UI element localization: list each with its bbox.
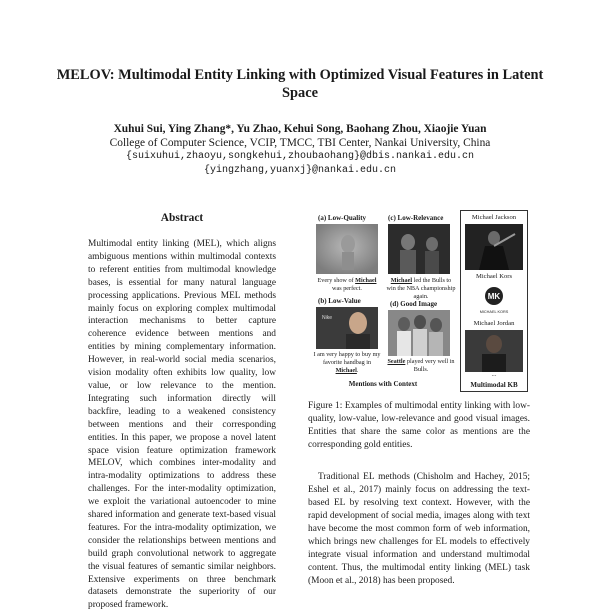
- panel-d-mention: Seattle: [387, 358, 406, 365]
- paper-title: MELOV: Multimodal Entity Linking with Optimized Visual Features in Latent Space: [56, 67, 544, 101]
- panel-a-label: (a) Low-Quality: [318, 214, 367, 222]
- author-emails-1: {suixuhui,zhaoyu,songkehui,zhoubaohang}@dbis.nankai.edu.cn: [125, 151, 475, 162]
- multimodal-kb-panel: [460, 210, 528, 392]
- panel-c-image: [388, 224, 450, 274]
- kb-entity-michael-jackson: Michael Jackson: [471, 214, 517, 221]
- intro-paragraph: Traditional EL methods (Chisholm and Hachey, 2015; Eshel et al., 2017) mainly focus on addressing the text-based EL by resolving text context. However, with the rapid development of social media, images along with text have become the most common form of web information, which brings new challenges for EL models to effectively integrate visual information and understand multimodal content. Thus, the multimodal entity linking (MEL) task (Moon et al., 2018) has been proposed.: [308, 472, 530, 586]
- figure-caption: Figure 1: Examples of multimodal entity linking with low-quality, low-value, low-relevance and good visual images. Entities that share the same color as mentions are the corresponding gold entities.: [308, 401, 530, 450]
- kb-entity-michael-kors: Michael Kors: [475, 273, 513, 280]
- panel-c-caption: Michael led the Bulls to win the NBA championship again.: [386, 277, 456, 300]
- panel-a-mention: Michael: [355, 277, 377, 284]
- panel-a-image: [316, 224, 378, 274]
- panel-d-caption: Seattle played very well in Bulls.: [387, 358, 455, 373]
- panel-d-image: [388, 310, 450, 356]
- kb-image-michael-jordan: [465, 330, 523, 372]
- abstract-text: Multimodal entity linking (MEL), which aligns ambiguous mentions within multimodal contexts to referent entities from multimodal knowledge bases, is essential for many natural language processing applications. Previous MEL methods mainly focus on exploring complex multimodal interaction mechanisms to better capture coherence evidence between mentions and entities by mining complementary information. However, in real-world social media scenarios, vision modality often exhibits low quality, low value, or low relevance to the mention. Integrating such information directly will backfire, leading to a weakened consistency between mentions and their corresponding entities. In this paper, we propose a novel latent space vision feature optimization framework MELOV, which combines inter-modality and intra-modality optimizations to address these challenges. For the inter-modality optimization, we exploit the variational autoencoder to mine shared information and generate text-based visual features. For the intra-modality optimization, we consider the relationships between mentions and build graph convolutional network to aggregate the visual features of semantic similar neighbors. Extensive experiments on three benchmark datasets demonstrate the superiority of our proposed framework.: [88, 239, 276, 611]
- panel-c-mention: Michael: [390, 277, 413, 284]
- paper-affiliation: College of Computer Science, VCIP, TMCC, TBI Center, Nankai University, China: [109, 137, 491, 149]
- mentions-panel: [310, 210, 456, 392]
- paper-authors: Xuhui Sui, Ying Zhang*, Yu Zhao, Kehui Song, Baohang Zhou, Xiaojie Yuan: [113, 123, 487, 135]
- kb-ellipsis: ...: [491, 371, 497, 378]
- author-emails-2: {yingzhang,yuanxj}@nankai.edu.cn: [203, 165, 397, 176]
- kb-logo-sub: MICHAEL KORS: [479, 310, 509, 314]
- figure-1: [310, 210, 528, 392]
- panel-c-label: (c) Low-Relevance: [388, 214, 444, 222]
- panel-b-caption: I am very happy to buy my favorite handbag in Michael.: [313, 351, 381, 374]
- panel-b-image: [316, 307, 378, 349]
- panel-a-caption: Every show of Michael was perfect.: [317, 277, 377, 292]
- panel-b-label: (b) Low-Value: [318, 297, 361, 305]
- multimodal-kb-label: Multimodal KB: [470, 381, 518, 389]
- panel-d-label: (d) Good Image: [390, 300, 438, 308]
- mentions-with-context-label: Mentions with Context: [348, 380, 418, 388]
- kb-entity-michael-jordan: Michael Jordan: [473, 320, 515, 327]
- kb-image-michael-jackson: [465, 224, 523, 270]
- panel-b-image-text: Nike: [322, 315, 333, 321]
- kb-logo-mk: MK: [487, 292, 501, 301]
- abstract-heading: Abstract: [160, 212, 204, 224]
- kb-image-michael-kors-logo: [465, 283, 523, 317]
- panel-b-mention: Michael: [335, 367, 357, 374]
